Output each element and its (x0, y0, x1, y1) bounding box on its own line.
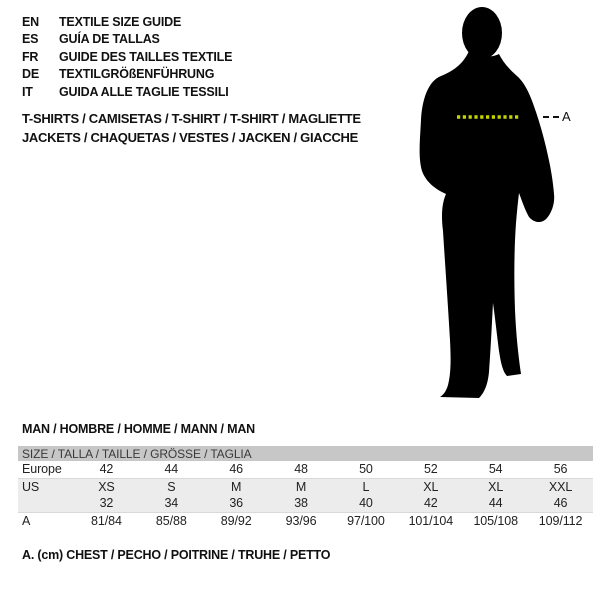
language-row-en (22, 13, 232, 31)
row-label: A (22, 513, 31, 528)
table-row-us (18, 478, 593, 495)
language-code: DE (22, 67, 39, 82)
garment-line-jackets: JACKETS / CHAQUETAS / VESTES / JACKEN / GIACCHE (22, 130, 358, 145)
size-cell: 44 (164, 462, 179, 477)
size-cell: 44 (488, 496, 503, 511)
size-cell: 109/112 (538, 513, 583, 528)
size-cell: M (295, 479, 307, 494)
size-cell: 46 (553, 496, 568, 511)
size-cell: L (362, 479, 370, 494)
size-cell: 32 (99, 496, 114, 511)
head (462, 7, 502, 59)
row-label (18, 495, 74, 512)
size-cell: 40 (359, 496, 373, 511)
row-label: Europe (22, 462, 62, 477)
measurement-figure (415, 5, 590, 403)
garment-line-tshirts: T-SHIRTS / CAMISETAS / T-SHIRT / T-SHIRT / MAGLIETTE (22, 111, 361, 126)
size-cell: 85/88 (155, 513, 187, 528)
language-code: EN (22, 14, 39, 29)
size-cell: 97/100 (347, 513, 385, 528)
size-cell: 101/104 (408, 513, 454, 528)
measurement-footnote: A. (cm) CHEST / PECHO / POITRINE / TRUHE / PETTO (22, 548, 331, 562)
language-row-de (22, 66, 232, 84)
table-row-us-numeric (18, 495, 593, 512)
size-cell: XL (488, 479, 504, 494)
size-cell: 46 (229, 462, 244, 477)
language-code: FR (22, 49, 39, 64)
size-cell: XXL (548, 479, 573, 494)
size-table-header: SIZE / TALLA / TAILLE / GRÖSSE / TAGLIA (18, 446, 593, 461)
size-cell: 105/108 (473, 513, 518, 528)
size-cell: 48 (294, 462, 308, 477)
section-title-man: MAN / HOMBRE / HOMME / MANN / MAN (22, 422, 255, 436)
size-cell: 89/92 (220, 513, 252, 528)
size-cell: S (167, 479, 176, 494)
size-cell: XS (98, 479, 115, 494)
language-list (22, 13, 232, 101)
language-row-es (22, 31, 232, 49)
size-cell: 54 (488, 462, 503, 477)
size-cell: 93/96 (285, 513, 317, 528)
language-label: GUÍA DE TALLAS (59, 32, 160, 47)
language-label: GUIDE DES TAILLES TEXTILE (59, 49, 233, 64)
language-label: TEXTILGRÖßENFÜHRUNG (59, 67, 215, 82)
row-label: US (22, 479, 40, 494)
garment-types (22, 109, 361, 147)
language-code: IT (22, 84, 33, 99)
size-cell: 34 (164, 496, 179, 511)
size-cell: 56 (553, 462, 568, 477)
size-cell: 42 (99, 462, 114, 477)
size-table-header-row (18, 446, 593, 461)
size-cell: 50 (359, 462, 373, 477)
language-label: TEXTILE SIZE GUIDE (59, 14, 182, 29)
language-code: ES (22, 32, 39, 47)
size-cell: M (231, 479, 242, 494)
size-cell: 81/84 (91, 513, 122, 528)
size-cell: 36 (229, 496, 244, 511)
man-silhouette (415, 5, 565, 403)
measure-callout-label: A (562, 109, 571, 124)
size-cell: XL (423, 479, 439, 494)
size-cell: 52 (423, 462, 438, 477)
size-cell: 42 (423, 496, 438, 511)
table-row-europe (18, 461, 593, 478)
language-label: GUIDA ALLE TAGLIE TESSILI (59, 84, 229, 99)
language-row-fr (22, 48, 232, 66)
size-table (18, 446, 593, 529)
language-row-it (22, 83, 232, 101)
table-row-chest-cm (18, 512, 593, 529)
body (420, 51, 555, 398)
size-cell: 38 (294, 496, 308, 511)
measure-callout-dash (543, 116, 559, 118)
